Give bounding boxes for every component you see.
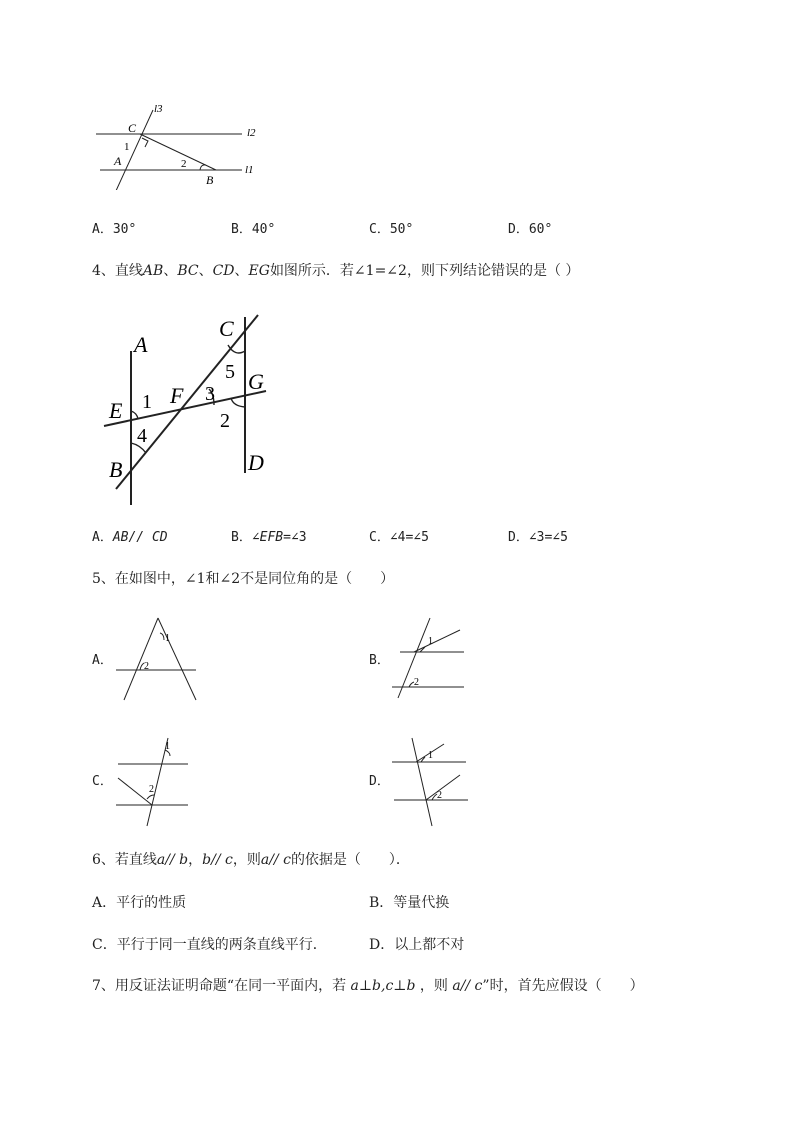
q6-option-c[interactable]: C．平行于同一直线的两条直线平行．: [92, 937, 327, 953]
q6-var-c2: c: [283, 852, 291, 868]
q5-option-d-label[interactable]: D．: [369, 774, 390, 789]
q5-figure-d[interactable]: [390, 734, 470, 829]
q3-option-a[interactable]: A．30°: [92, 222, 137, 237]
label-3: 3: [205, 383, 215, 405]
q4-option-b-suffix: =∠3: [283, 530, 307, 545]
q6-var-c1: c: [225, 852, 233, 868]
q7-condition: a⊥b,c⊥b: [350, 978, 416, 994]
q4-option-b[interactable]: [231, 529, 307, 547]
label-D: D: [248, 450, 264, 475]
angle-2-label: 2: [414, 677, 419, 688]
q4-line-cd: CD: [212, 263, 235, 279]
angle-5-arc: [228, 345, 245, 353]
q4-option-b-angle: EFB: [259, 530, 284, 545]
line-transversal-right: [158, 618, 196, 700]
line-slanted-bottom: [426, 775, 460, 800]
q4-sep-3: 、: [234, 263, 249, 279]
label-5: 5: [225, 361, 235, 383]
angle-1-label: 1: [428, 750, 433, 761]
q3-option-c[interactable]: C．50°: [369, 222, 414, 237]
line-EG: [104, 391, 266, 426]
label-A: A: [134, 332, 148, 357]
angle-2-label: 2: [437, 790, 442, 801]
label-B: B: [109, 457, 123, 482]
q4-line-bc: BC: [177, 263, 199, 279]
q6-var-a1: a: [156, 852, 166, 868]
angle-1-label: 1: [428, 636, 433, 647]
angle-2-label: 2: [149, 784, 154, 795]
angle-1-arc: [131, 411, 138, 419]
label-A: A: [114, 154, 122, 168]
q7-prefix: 7、用反证法证明命题“在同一平面内，若: [92, 978, 351, 994]
angle-2-arc: [200, 165, 206, 170]
q5-stem: 5、在如图中，∠1和∠2不是同位角的是（ ）: [92, 571, 395, 587]
q4-option-c[interactable]: C．∠4=∠5: [369, 530, 429, 545]
q6-option-b[interactable]: B．等量代换: [369, 895, 450, 911]
q4-option-d[interactable]: D．∠3=∠5: [508, 530, 568, 545]
angle-1-arc: [160, 633, 164, 640]
label-4: 4: [137, 425, 147, 447]
q6-option-a[interactable]: A．平行的性质: [92, 895, 187, 911]
q6-var-a2: a: [260, 852, 270, 868]
q4-line-ab: AB: [142, 263, 164, 279]
angle-2-arc: [147, 795, 154, 799]
q3-figure: [90, 100, 270, 190]
q6-var-b1: b: [179, 852, 189, 868]
label-G: G: [248, 369, 264, 394]
q6-suffix: 的依据是（ ）．: [290, 852, 410, 868]
q4-prefix: 4、直线: [92, 263, 143, 279]
label-l1: l1: [245, 164, 254, 176]
q4-suffix: 如图所示．若∠1=∠2，则下列结论错误的是（ ）: [269, 263, 580, 279]
label-C: C: [128, 121, 137, 135]
label-F: F: [170, 383, 184, 408]
q4-line-eg: EG: [248, 263, 270, 279]
label-l3: l3: [154, 103, 163, 115]
q5-option-c-label[interactable]: C．: [92, 774, 113, 789]
q4-stem: [92, 262, 579, 280]
label-1: 1: [124, 141, 130, 153]
q6-parallel-3: //: [269, 852, 284, 868]
label-2: 2: [220, 410, 230, 432]
angle-1-label: 1: [165, 741, 170, 752]
q7-suffix: ”时，首先应假设（ ）: [482, 978, 644, 994]
angle-2-label: 2: [144, 661, 149, 672]
q6-prefix: 6、若直线: [92, 852, 157, 868]
q6-comma: ，: [188, 852, 203, 868]
angle-2-arc: [231, 398, 245, 407]
q7-conclusion: a// c: [452, 978, 483, 994]
label-l2: l2: [247, 127, 256, 139]
line-slanted: [118, 778, 152, 805]
q4-option-a-prefix: A．: [92, 530, 113, 545]
q4-figure: [100, 305, 290, 510]
q3-option-b[interactable]: B．40°: [231, 222, 276, 237]
q6-option-d[interactable]: D．以上都不对: [369, 937, 465, 953]
label-C: C: [219, 316, 234, 341]
q3-option-d[interactable]: D．60°: [508, 222, 553, 237]
q5-option-a-label[interactable]: A．: [92, 653, 113, 668]
q4-option-a-text: AB// CD: [112, 530, 168, 545]
q6-parallel-2: //: [211, 852, 225, 868]
q5-option-b-label[interactable]: B．: [369, 653, 390, 668]
q5-figure-a[interactable]: [112, 614, 202, 704]
q6-parallel-1: //: [165, 852, 180, 868]
label-2: 2: [181, 158, 187, 170]
right-angle-mark: [142, 138, 148, 147]
label-B: B: [206, 173, 214, 187]
q4-sep-1: 、: [163, 263, 178, 279]
q7-stem: [92, 977, 644, 995]
q5-figure-b[interactable]: [390, 614, 470, 704]
line-transversal-left: [124, 618, 158, 700]
q6-var-b2: b: [202, 852, 212, 868]
q4-option-a[interactable]: [92, 529, 168, 547]
label-1: 1: [142, 391, 152, 413]
q4-sep-2: 、: [198, 263, 213, 279]
q5-figure-c[interactable]: [112, 734, 192, 829]
q7-mid: ，则: [415, 978, 453, 994]
q6-stem: [92, 851, 410, 869]
angle-1-label: 1: [165, 633, 170, 644]
q4-option-b-prefix: B．∠: [231, 530, 260, 545]
q6-then: ，则: [232, 852, 261, 868]
label-E: E: [109, 398, 123, 423]
